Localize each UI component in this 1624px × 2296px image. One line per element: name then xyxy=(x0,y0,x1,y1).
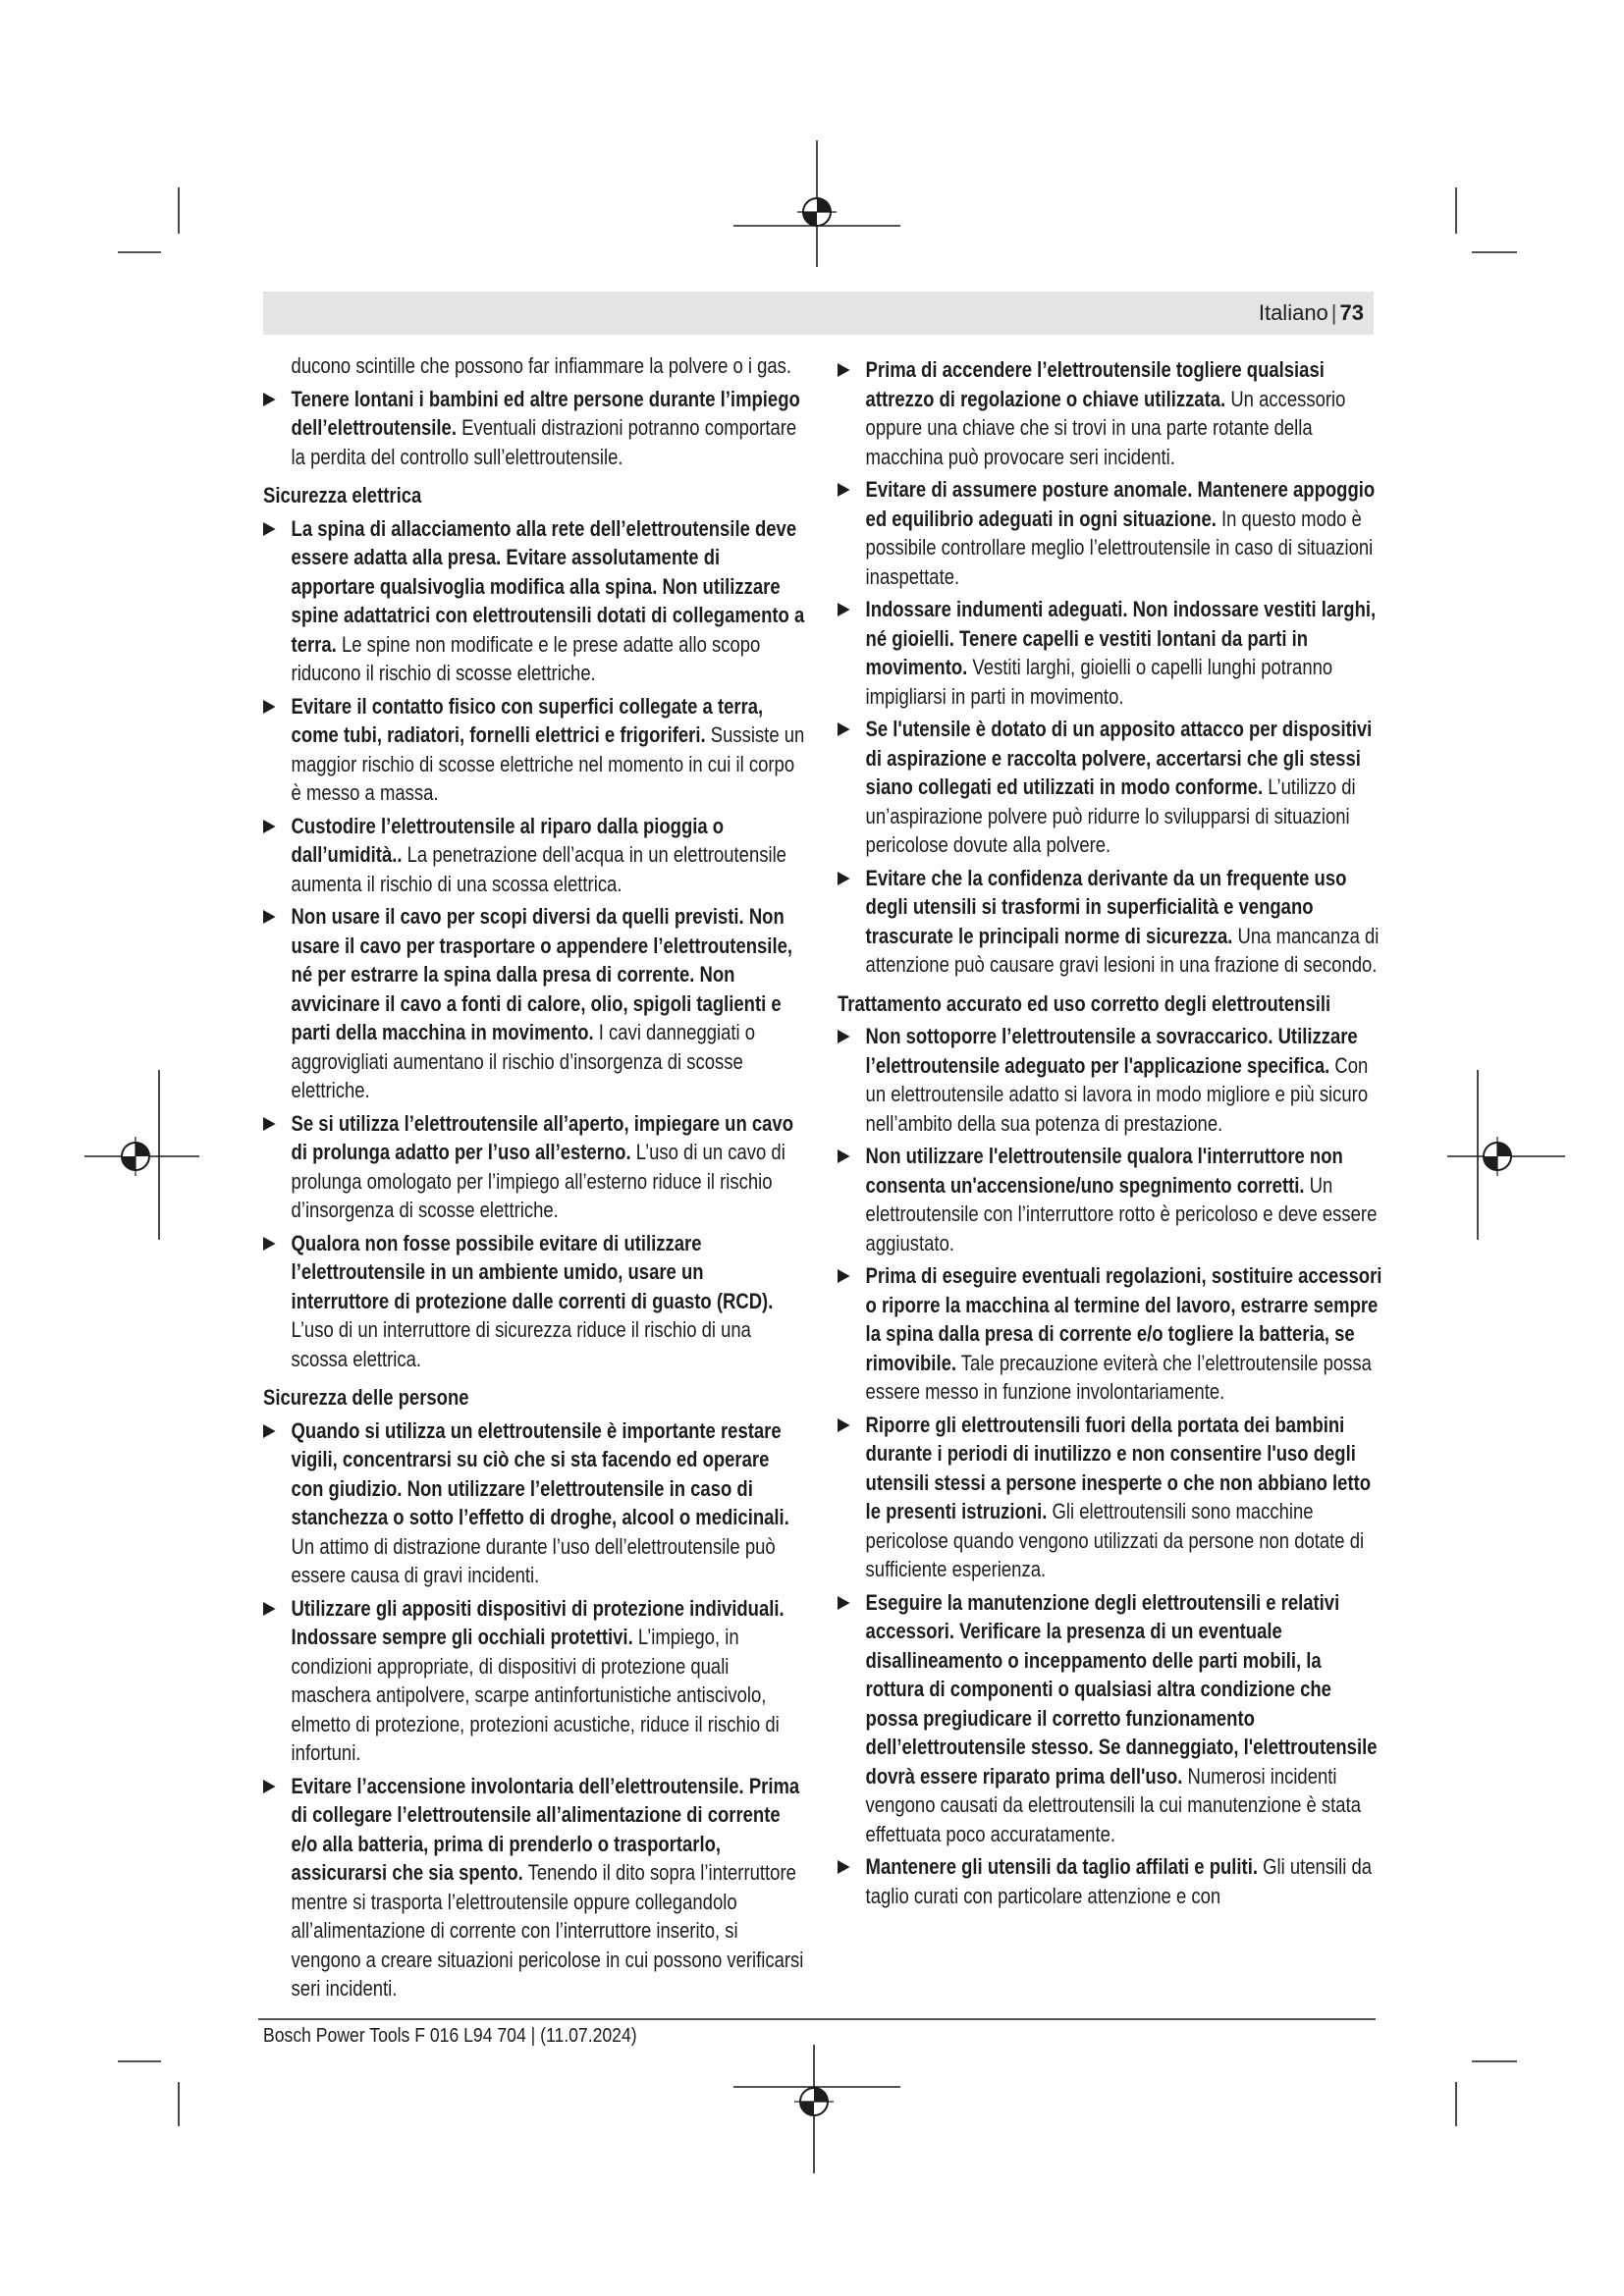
registration-mark-top-icon xyxy=(733,140,900,267)
registration-mark-bottom-icon xyxy=(733,2045,900,2173)
crop-mark-bottom-left xyxy=(118,2061,179,2126)
bold-instruction: Non utilizzare l'elettroutensile qualora l'interruttore non consenta un'accensione/uno spegnimento corretti. xyxy=(865,1144,1343,1198)
play-triangle-icon xyxy=(263,1602,276,1616)
explanation-text: Un elettroutensile con l’interruttore rotto è pericoloso e deve essere aggiustato. xyxy=(865,1172,1378,1255)
safety-instruction xyxy=(263,514,805,688)
play-triangle-icon xyxy=(263,700,276,714)
safety-instruction xyxy=(838,1142,1383,1257)
safety-instruction xyxy=(838,595,1383,711)
explanation-text: L’uso di un interruttore di sicurezza riduce il rischio di una scossa elettrica. xyxy=(291,1317,751,1371)
bold-instruction: Evitare che la confidenza derivante da un frequente uso degli utensili si trasformi in superficialità e vengano trascurate le principali norme di sicurezza. xyxy=(865,865,1347,948)
safety-instruction xyxy=(263,812,805,899)
play-triangle-icon xyxy=(838,1596,850,1610)
explanation-text: Gli utensili da taglio curati con particolare attenzione e con xyxy=(865,1854,1373,1908)
bold-instruction: Mantenere gli utensili da taglio affilati e puliti. xyxy=(865,1854,1258,1879)
crop-mark-top-right xyxy=(1456,187,1517,252)
explanation-text: Con un elettroutensile adatto si lavora in modo migliore e più sicuro nell’ambito della sua potenza di prestazione. xyxy=(865,1052,1369,1136)
explanation-text: La penetrazione dell’acqua in un elettroutensile aumenta il rischio di una scossa elettrica. xyxy=(291,842,786,896)
safety-instruction xyxy=(263,1416,805,1590)
safety-instruction xyxy=(838,1588,1383,1849)
explanation-text: Le spine non modificate e le prese adatte allo scopo riducono il rischio di scosse elettriche. xyxy=(291,631,761,685)
right-column-content xyxy=(838,355,1383,1910)
explanation-text: L’uso di un cavo di prolunga omologato per l’impiego all’esterno riduce il rischio d’insorgenza di scosse elettriche. xyxy=(291,1140,785,1222)
bold-instruction: Riporre gli elettroutensili fuori della portata dei bambini durante i periodi di inutilizzo e non consentire l'uso degli utensili stessi a persone inesperte o che non abbiano letto le presenti istruzioni. xyxy=(865,1412,1372,1523)
bold-instruction: Prima di eseguire eventuali regolazioni, sostituire accessori o riporre la macchina al termine del lavoro, estrarre sempre la spina dalla presa di corrente e/o togliere la batteria, se rimovibile. xyxy=(865,1263,1382,1375)
play-triangle-icon xyxy=(263,1117,276,1131)
play-triangle-icon xyxy=(263,1780,276,1793)
paragraph-continuation xyxy=(263,351,805,381)
play-triangle-icon xyxy=(838,872,850,885)
section-heading: Sicurezza delle persone xyxy=(263,1385,469,1410)
explanation-text: I cavi danneggiati o aggrovigliati aumentano il rischio d’insorgenza di scosse elettriche. xyxy=(291,1020,756,1102)
bold-instruction: Evitare il contatto fisico con superfici collegate a terra, come tubi, radiatori, fornelli elettrici e frigoriferi. xyxy=(291,693,764,747)
explanation-text: L’utilizzo di un’aspirazione polvere può ridurre lo svilupparsi di situazioni pericolose dovute alla polvere. xyxy=(865,774,1356,857)
page-number: 73 xyxy=(1339,300,1364,325)
bold-instruction: Utilizzare gli appositi dispositivi di protezione individuali. Indossare sempre gli occhiali protettivi. xyxy=(291,1595,785,1649)
explanation-text: Un attimo di distrazione durante l’uso dell’elettroutensile può essere causa di gravi incidenti. xyxy=(291,1533,776,1587)
safety-instruction xyxy=(838,475,1383,591)
registration-mark-right-icon xyxy=(1447,1070,1565,1240)
explanation-text: Una mancanza di attenzione può causare gravi lesioni in una frazione di secondo. xyxy=(865,923,1380,977)
play-triangle-icon xyxy=(838,1269,850,1283)
header-label xyxy=(1259,299,1364,327)
play-triangle-icon xyxy=(263,393,276,406)
safety-instruction xyxy=(263,1772,805,2003)
safety-instruction xyxy=(263,1109,805,1225)
left-column-content xyxy=(263,351,805,2003)
play-triangle-icon xyxy=(838,603,850,616)
safety-instruction xyxy=(838,715,1383,860)
bold-instruction: Se l'utensile è dotato di un apposito attacco per dispositivi di aspirazione e raccolta polvere, accertarsi che gli stessi siano collegati ed utilizzati in modo conforme. xyxy=(865,717,1373,799)
safety-instruction xyxy=(263,1229,805,1374)
safety-instruction xyxy=(263,385,805,472)
footer-rule xyxy=(258,2018,1376,2020)
right-column xyxy=(838,351,1383,1910)
explanation-text: L’impiego, in condizioni appropriate, di dispositivi di protezione quali maschera antipolvere, scarpe antinfortunistiche antiscivolo, elmetto di protezione, protezioni acustiche, riduce il rischio di infortuni. xyxy=(291,1625,780,1765)
bold-instruction: Evitare di assumere posture anomale. Mantenere appoggio ed equilibrio adeguati in ogni situazione. xyxy=(865,477,1376,531)
bold-instruction: Eseguire la manutenzione degli elettroutensili e relativi accessori. Verificare la presenza di un eventuale disallineamento o inceppamento delle parti mobili, la rottura di componenti o qualsiasi altra condizione che possa pregiudicare il corretto funzionamento dell’elettroutensile stesso. Se danneggiato, l'elettroutensile dovrà essere riparato prima dell'uso. xyxy=(865,1589,1378,1789)
left-column xyxy=(263,351,805,2003)
bold-instruction: La spina di allacciamento alla rete dell’elettroutensile deve essere adatta alla presa. Evitare assolutamente di apportare qualsivoglia modifica alla spina. Non utilizzare spine adattatrici con elettroutensili dotati di collegamento a terra. xyxy=(291,515,805,657)
section-heading: Sicurezza elettrica xyxy=(263,483,422,507)
footer-imprint: Bosch Power Tools F 016 L94 704 | (11.07.2024) xyxy=(263,2025,637,2047)
section-language: Italiano xyxy=(1258,300,1328,325)
play-triangle-icon xyxy=(838,1030,850,1043)
explanation-text: In questo modo è possibile controllare meglio l’elettroutensile in caso di situazioni inaspettate. xyxy=(865,506,1374,589)
safety-instruction xyxy=(263,692,805,808)
explanation-text: Eventuali distrazioni potranno comportare la perdita del controllo sull’elettroutensile. xyxy=(291,415,797,469)
registration-mark-left-icon xyxy=(84,1070,199,1240)
play-triangle-icon xyxy=(263,910,276,924)
bold-instruction: Se si utilizza l’elettroutensile all’aperto, impiegare un cavo di prolunga adatto per l’uso all’esterno. xyxy=(291,1110,794,1164)
bold-instruction: Non usare il cavo per scopi diversi da quelli previsti. Non usare il cavo per trasportare o appendere l’elettroutensile, né per estrarre la spina dalla presa di corrente. Non avvicinare il cavo a fonti di calore, olio, spigoli taglienti e parti della macchina in movimento. xyxy=(291,904,792,1044)
play-triangle-icon xyxy=(838,363,850,377)
safety-instruction xyxy=(838,864,1383,980)
bold-instruction: Non sottoporre l’elettroutensile a sovraccarico. Utilizzare l’elettroutensile adeguato per l'applicazione specifica. xyxy=(865,1024,1358,1078)
safety-instruction xyxy=(263,1594,805,1768)
safety-instruction xyxy=(263,902,805,1105)
explanation-text: Tale precauzione eviterà che l’elettroutensile possa essere messo in funzione involontariamente. xyxy=(865,1350,1372,1404)
play-triangle-icon xyxy=(263,1424,276,1438)
safety-instruction xyxy=(838,1852,1383,1910)
explanation-text: Sussiste un maggior rischio di scosse elettriche nel momento in cui il corpo è messo a massa. xyxy=(291,722,805,805)
explanation-text: Gli elettroutensili sono macchine pericolose quando vengono utilizzati da persone non dotate di sufficiente esperienza. xyxy=(865,1499,1365,1581)
safety-instruction xyxy=(838,1411,1383,1584)
play-triangle-icon xyxy=(263,522,276,536)
explanation-text: Tenendo il dito sopra l’interruttore mentre si trasporta l’elettroutensile oppure collegandolo all’alimentazione di corrente con l’interruttore inserito, si vengono a creare situazioni pericolose in cui possono verificarsi seri incidenti. xyxy=(291,1860,804,2001)
play-triangle-icon xyxy=(263,1237,276,1251)
play-triangle-icon xyxy=(838,1860,850,1874)
play-triangle-icon xyxy=(263,820,276,833)
section-heading: Trattamento accurato ed uso corretto degli elettroutensili xyxy=(838,990,1331,1016)
explanation-text: Un accessorio oppure una chiave che si trovi in una parte rotante della macchina può provocare seri incidenti. xyxy=(865,386,1346,469)
safety-instruction xyxy=(838,1261,1383,1407)
bold-instruction: Evitare l’accensione involontaria dell’elettroutensile. Prima di collegare l’elettroutensile all’alimentazione di corrente e/o alla batteria, prima di prenderlo o trasportarlo, assicurarsi che sia spento. xyxy=(291,1773,800,1885)
explanation-text: ducono scintille che possono far infiammare la polvere o i gas. xyxy=(291,353,792,378)
play-triangle-icon xyxy=(838,1149,850,1163)
bold-instruction: Qualora non fosse possibile evitare di utilizzare l’elettroutensile in un ambiente umido, usare un interruttore di protezione dalle correnti di guasto (RCD). xyxy=(291,1230,774,1313)
play-triangle-icon xyxy=(838,1418,850,1432)
explanation-text: Vestiti larghi, gioielli o capelli lunghi potranno impigliarsi in parti in movimento. xyxy=(865,655,1333,709)
play-triangle-icon xyxy=(838,722,850,736)
bold-instruction: Tenere lontani i bambini ed altre persone durante l’impiego dell’elettroutensile. xyxy=(291,386,800,440)
safety-instruction xyxy=(838,355,1383,471)
running-header xyxy=(263,292,1374,335)
bold-instruction: Indossare indumenti adeguati. Non indossare vestiti larghi, né gioielli. Tenere capelli e vestiti lontani da parti in movimento. xyxy=(865,597,1377,679)
bold-instruction: Quando si utilizza un elettroutensile è importante restare vigili, concentrarsi su ciò che si sta facendo ed operare con giudizio. Non utilizzare l’elettroutensile in caso di stanchezza o sotto l’effetto di droghe, alcool o medicinali. xyxy=(291,1417,789,1529)
header-separator: | xyxy=(1330,300,1337,325)
play-triangle-icon xyxy=(838,483,850,497)
bold-instruction: Custodire l’elettroutensile al riparo dalla pioggia o dall’umidità.. xyxy=(291,813,725,867)
bold-instruction: Prima di accendere l’elettroutensile togliere qualsiasi attrezzo di regolazione o chiave utilizzata. xyxy=(865,357,1325,411)
explanation-text: Numerosi incidenti vengono causati da elettroutensili la cui manutenzione è stata effettuata poco accuratamente. xyxy=(865,1763,1361,1846)
crop-mark-top-left xyxy=(118,187,179,252)
safety-instruction xyxy=(838,1022,1383,1138)
crop-mark-bottom-right xyxy=(1456,2061,1517,2126)
